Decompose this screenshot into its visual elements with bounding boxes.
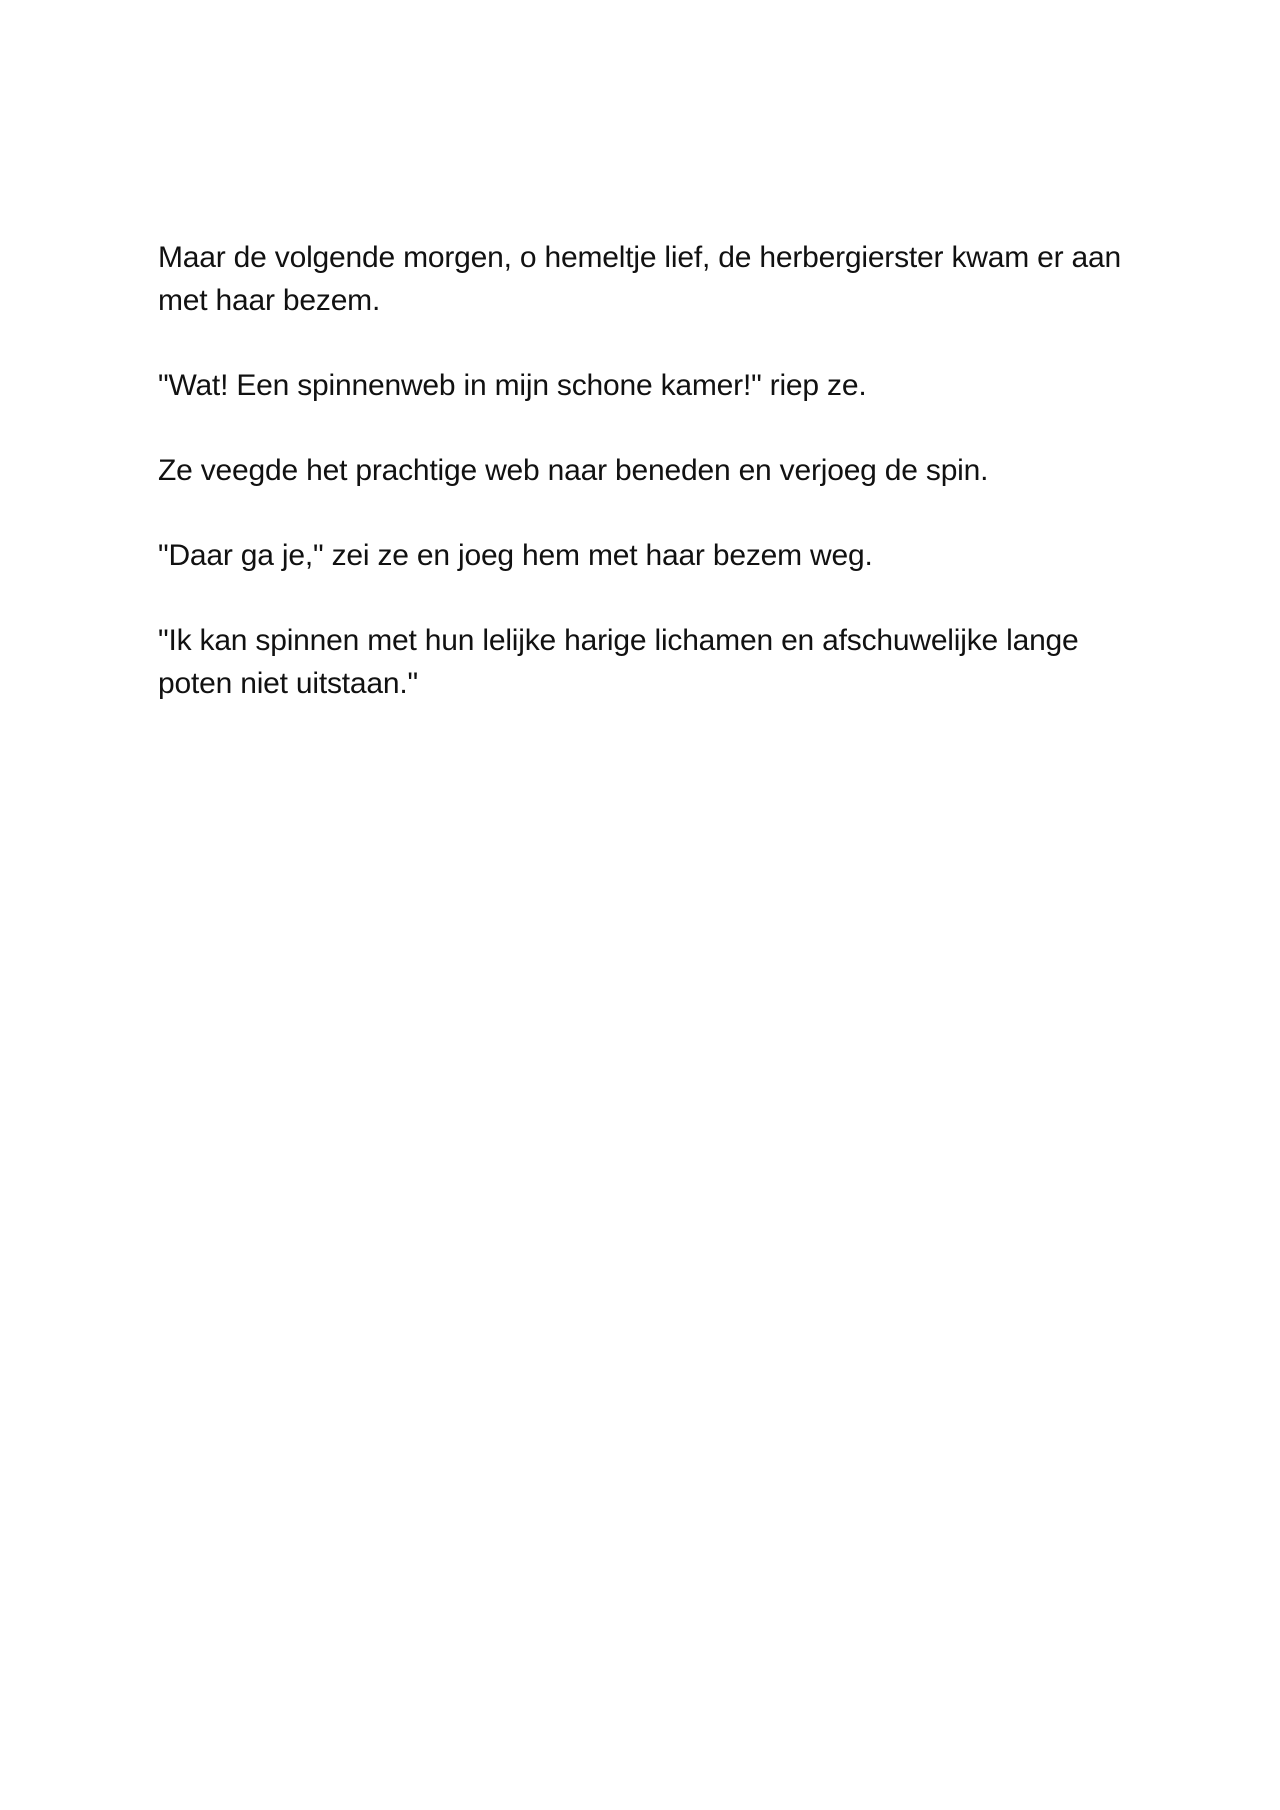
paragraph-4: "Daar ga je," zei ze en joeg hem met haar bezem weg.: [158, 539, 873, 572]
document-body: [158, 236, 1138, 747]
paragraph-5: "Ik kan spinnen met hun lelijke harige lichamen en afschuwelijke lange poten niet uitstaan.": [158, 624, 1079, 700]
paragraph-1: Maar de volgende morgen, o hemeltje lief, de herbergierster kwam er aan met haar bezem.: [158, 241, 1121, 317]
paragraph-3: Ze veegde het prachtige web naar beneden en verjoeg de spin.: [158, 454, 989, 487]
paragraph-2: "Wat! Een spinnenweb in mijn schone kamer!" riep ze.: [158, 369, 867, 402]
